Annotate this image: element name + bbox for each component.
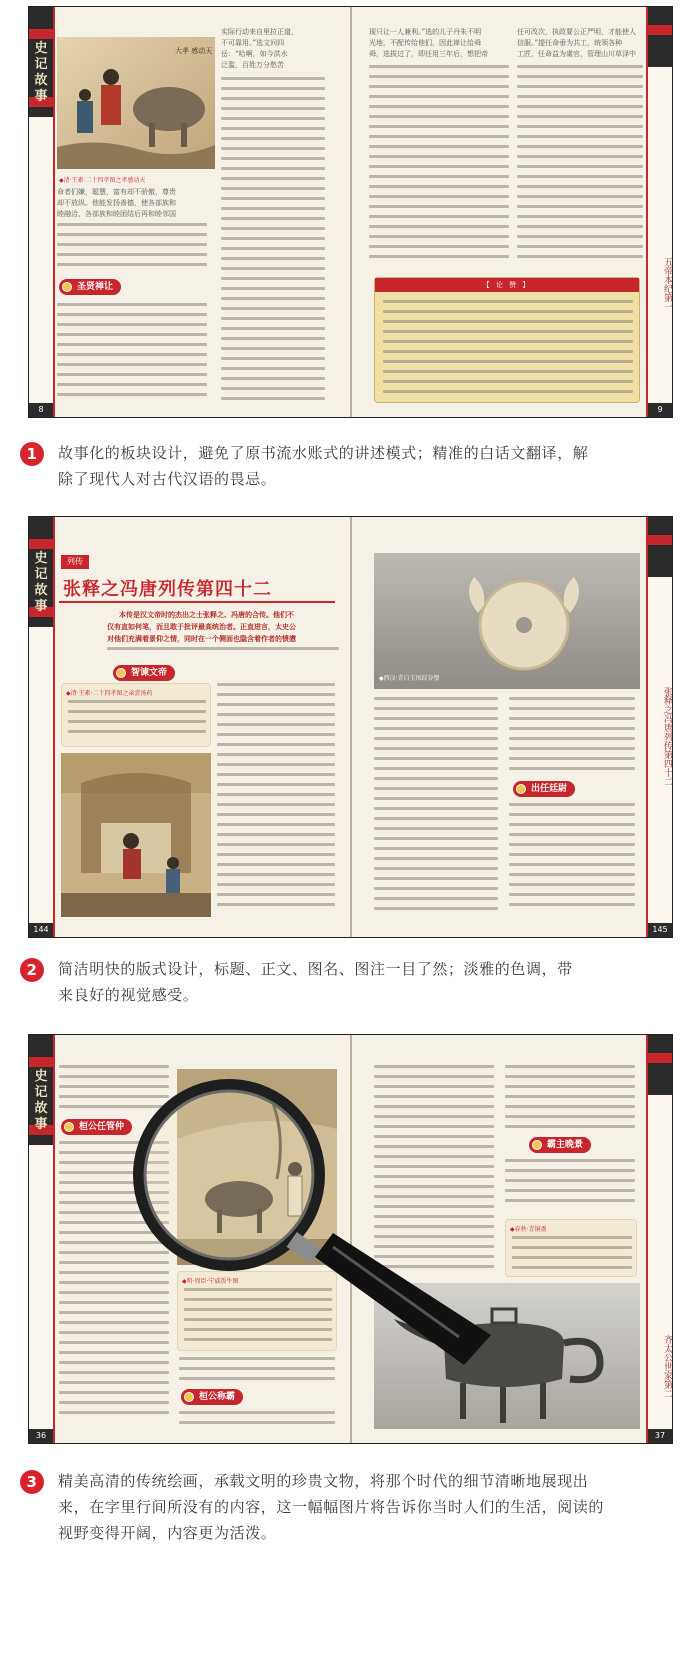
strip-title: 史记故事 [34, 41, 48, 104]
painting-illustration [57, 37, 215, 169]
feature-text-line: 除了现代人对古代汉语的畏忌。 [58, 470, 277, 488]
right-col-2-body-mid [505, 1159, 635, 1215]
left-page-number: 144 [33, 925, 49, 934]
book-spread-2 [28, 516, 673, 938]
jade-disc-image [374, 553, 640, 689]
feature-text-line: 简洁明快的版式设计，标题、正文、图名、图注一目了然；淡雅的色调，带 [58, 960, 573, 978]
magnifying-glass-icon [119, 1065, 519, 1365]
feature-number-badge: 3 [20, 1470, 44, 1494]
feature-text-line: 来，在字里行间所没有的内容，这一幅幅图片将告诉你当时人们的生活，阅读的 [58, 1498, 605, 1516]
chapter-lead-1: 本传是汉文帝时的杰出之士张释之、冯唐的合传。他们不 [119, 610, 294, 619]
section-heading-hegemony: 桓公称霸 [181, 1389, 243, 1405]
feature-description-2 [20, 956, 660, 1008]
right-col-1-body [374, 697, 498, 917]
right-side-strip [646, 517, 672, 937]
caption-painting: ◆明·周臣·宁戚饭牛图 [182, 1278, 239, 1285]
caption-jade-bi: ◆西汉·青白玉凤纹谷璧 [379, 675, 440, 682]
right-side-strip [646, 1035, 672, 1443]
column-1-body-lower [57, 303, 207, 403]
strip-chapter-vertical: 五帝本纪第一 [662, 257, 672, 311]
commentary-heading: 【 论 赞 】 [375, 278, 639, 292]
spread-gutter [350, 517, 352, 937]
section-heading-late-years: 霸主晚景 [529, 1137, 591, 1153]
chapter-prefix-badge: 列传 [61, 555, 89, 569]
image-note-box [61, 683, 211, 747]
column-2-body [221, 77, 325, 407]
right-col-2-body-top [505, 1065, 635, 1133]
left-side-strip [29, 7, 55, 417]
right-col-2-body-top [509, 697, 635, 777]
feature-number-badge: 1 [20, 442, 44, 466]
svg-text:大孝 感动天: 大孝 感动天 [175, 47, 213, 55]
feature-number-badge: 2 [20, 958, 44, 982]
chapter-lead-3: 对他们充满着景仰之情，同时在一个侧面也隐含着作者的愤懑 [107, 634, 296, 643]
chapter-lead-rest [107, 647, 339, 657]
left-col-2-body-bottom [179, 1411, 335, 1435]
section-heading-abdication: 圣贤禅让 [59, 279, 121, 295]
strip-title: 史记故事 [34, 1069, 48, 1132]
section-heading-appoint-guan-zhong: 桓公任管仲 [61, 1119, 132, 1135]
left-page-number: 36 [35, 1431, 47, 1440]
feature-text-line: 精美高清的传统绘画，承载文明的珍贵文物，将那个时代的细节清晰地展现出 [58, 1472, 589, 1490]
section-heading-chief-justice: 出任廷尉 [513, 781, 575, 797]
book-spread-1 [28, 6, 673, 418]
right-col-2-body-bottom [509, 803, 635, 917]
book-spread-3 [28, 1034, 673, 1444]
column-4-text: 任可改次，执政要公正严明，才能使人 信服。”提任命垂为共工，统领各种 工匠，任命益为虞官，管理山川草泽中 [517, 28, 636, 58]
chapter-title-rule [59, 601, 335, 603]
left-side-strip [29, 1035, 55, 1443]
right-page-number: 37 [654, 1431, 666, 1440]
painting-illustration [61, 753, 211, 917]
column-1-text: 命者们嫌，聪慧，富有却不骄傲，尊贵 却不放纵。他能发扬善德，使各部族和 睦融洽，各部族和睦团结后再和睦邻国 [57, 188, 176, 218]
jade-bi-photo [374, 553, 640, 689]
column-4-body [517, 65, 643, 265]
right-page-number: 145 [652, 925, 668, 934]
caption-painting: ◆清·王素·二十四孝图之孝感动天 [59, 177, 146, 184]
column-3-text: 现只让一人兼利。”选的儿子丹朱不明 光地，不配传给他们，因此禅让给舜 舜，选拔过了，即任用三年后，想把帝 [369, 28, 488, 58]
strip-title: 史记故事 [34, 551, 48, 614]
feature-description-3 [20, 1468, 660, 1546]
painting-filial-piety [57, 37, 215, 169]
left-side-strip [29, 517, 55, 937]
right-side-strip [646, 7, 672, 417]
column-3-body [369, 65, 509, 265]
column-1-body [57, 223, 207, 275]
strip-chapter-vertical: 张释之冯唐列传第四十二 [662, 687, 672, 786]
feature-description-1 [20, 440, 660, 492]
caption-bronze: ◆春秋·青铜盉 [510, 1226, 547, 1233]
painting-tending-medicine [61, 753, 211, 917]
column-2-text: 实际行动来自里拉正道， 不可靠用。”选文问四 岳：“哈啊，如今洪水 泛滥，百姓万分愁苦 [221, 28, 298, 69]
right-page-number: 9 [657, 405, 663, 414]
image-note-box [505, 1219, 637, 1277]
left-page-number: 8 [38, 405, 44, 414]
commentary-box [374, 277, 640, 403]
feature-text-line: 来良好的视觉感受。 [58, 986, 199, 1004]
chapter-title: 张释之冯唐列传第四十二 [63, 579, 272, 600]
feature-text-line: 故事化的板块设计，避免了原书流水账式的讲述模式；精准的白话文翻译，解 [58, 444, 589, 462]
section-heading-wise-advice: 智谏文帝 [113, 665, 175, 681]
strip-chapter-vertical: 齐太公世家第二 [662, 1335, 672, 1398]
caption-left: ◆清·王素·二十四孝图之亲尝汤药 [66, 690, 153, 697]
feature-text-line: 视野变得开阔，内容更为活泼。 [58, 1524, 277, 1542]
chapter-lead-2: 仅有直如何笔，而且敢于批评最高统治者。正直进言，太史公 [107, 622, 296, 631]
spread-gutter [350, 7, 352, 417]
left-column-body [217, 683, 335, 919]
